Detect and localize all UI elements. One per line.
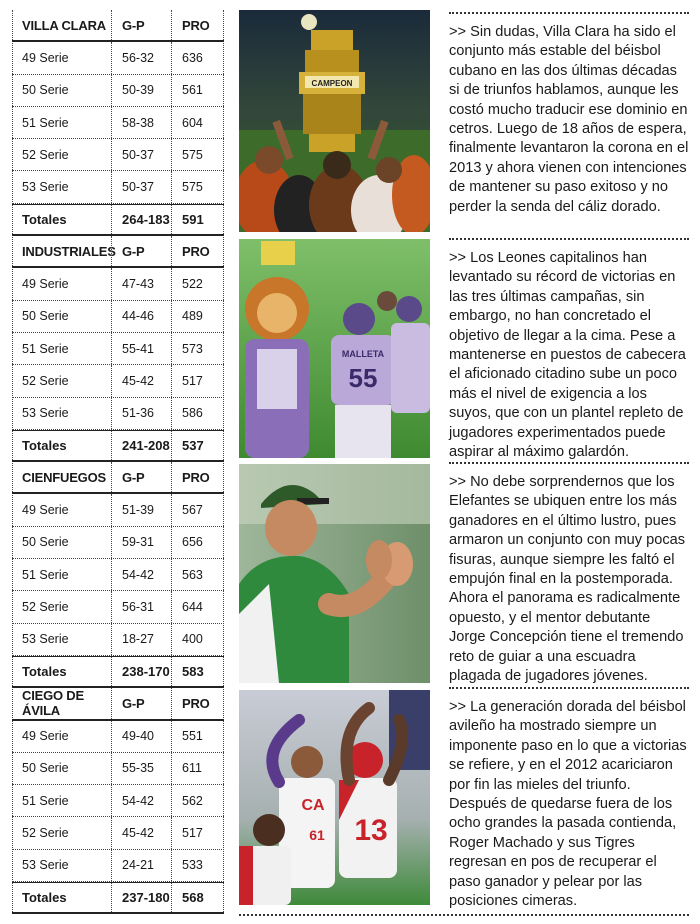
jersey-letters: CA [301, 797, 325, 814]
table-header-row [12, 688, 224, 720]
photo-ciego-de-avila-players [239, 690, 430, 905]
totals-label: Totales [22, 890, 67, 906]
pro-cell: 567 [171, 494, 224, 525]
team-name: VILLA CLARA [22, 17, 106, 33]
pro-cell: 611 [171, 753, 224, 784]
gp-cell: 45-42 [111, 817, 171, 848]
totals-pro: 568 [171, 883, 224, 912]
gp-cell: 45-42 [111, 365, 171, 396]
pro-cell: 533 [171, 850, 224, 881]
team-name: CIEGO DE ÁVILA [22, 688, 84, 719]
column-header-pro: PRO [171, 236, 224, 266]
team-table-cienfuegos [12, 462, 224, 688]
pro-cell: 551 [171, 721, 224, 752]
jersey-text: MALLETA [341, 349, 385, 359]
article-industriales [449, 238, 689, 462]
column-header-pro: PRO [171, 688, 224, 718]
totals-pro: 537 [171, 431, 224, 460]
table-row [12, 42, 224, 74]
serie-cell: 52 Serie [22, 373, 69, 388]
column-header-gp: G-P [111, 10, 171, 40]
stats-tables [12, 10, 224, 914]
serie-cell: 49 Serie [22, 503, 69, 518]
pro-cell: 517 [171, 365, 224, 396]
table-row [12, 850, 224, 882]
serie-cell: 51 Serie [22, 567, 69, 582]
dotted-divider [449, 238, 689, 240]
totals-label: Totales [22, 211, 67, 227]
table-row [12, 753, 224, 785]
totals-row [12, 204, 224, 236]
totals-gp: 241-208 [111, 431, 171, 460]
team-name: CIENFUEGOS [22, 469, 106, 485]
totals-gp: 237-180 [111, 883, 171, 912]
pro-cell: 575 [171, 139, 224, 170]
gp-cell: 54-42 [111, 785, 171, 816]
photo-trophy-celebration [239, 10, 430, 232]
serie-cell: 52 Serie [22, 599, 69, 614]
serie-cell: 50 Serie [22, 535, 69, 550]
table-header-row [12, 462, 224, 494]
photo-industriales-mascot [239, 239, 430, 458]
serie-cell: 51 Serie [22, 115, 69, 130]
table-header-row [12, 236, 224, 268]
column-header-pro: PRO [171, 10, 224, 40]
pro-cell: 517 [171, 817, 224, 848]
dotted-divider [449, 462, 689, 464]
team-table-industriales [12, 236, 224, 462]
totals-label: Totales [22, 438, 67, 453]
table-row [12, 398, 224, 430]
pro-cell: 636 [171, 42, 224, 73]
article-text: >> No debe sorprendernos que los Elefantes se ubiquen entre los más ganadores en el último lustro, pues armaron un conjunto con muy pocas fisuras, aunque siempre les faltó el empujón final en la postemporada. Ahora el panorama es radicalmente opuesto, y el mentor debutante Jorge Concepción tiene el tremendo reto de guiar a una escuadra plagada de jugadores jóvenes. [449, 474, 686, 685]
article-ciego-de-avila [449, 687, 689, 911]
pro-cell: 656 [171, 527, 224, 558]
totals-row [12, 430, 224, 462]
table-row [12, 75, 224, 107]
serie-cell: 50 Serie [22, 761, 69, 776]
gp-cell: 47-43 [111, 268, 171, 299]
pro-cell: 489 [171, 301, 224, 332]
totals-label: Totales [22, 664, 67, 680]
serie-cell: 51 Serie [22, 793, 69, 808]
table-row [12, 171, 224, 203]
column-header-gp: G-P [111, 462, 171, 492]
column-header-gp: G-P [111, 236, 171, 266]
gp-cell: 50-37 [111, 139, 171, 170]
totals-pro: 583 [171, 657, 224, 686]
article-cienfuegos [449, 462, 689, 686]
table-row [12, 591, 224, 623]
jersey-number: 13 [354, 814, 388, 847]
table-row [12, 785, 224, 817]
gp-cell: 50-39 [111, 75, 171, 106]
table-row [12, 494, 224, 526]
serie-cell: 53 Serie [22, 180, 69, 195]
table-row [12, 268, 224, 300]
gp-cell: 54-42 [111, 559, 171, 590]
team-table-villa-clara [12, 10, 224, 236]
table-row [12, 721, 224, 753]
pro-cell: 562 [171, 785, 224, 816]
table-header-row [12, 10, 224, 42]
serie-cell: 53 Serie [22, 406, 69, 421]
gp-cell: 55-41 [111, 333, 171, 364]
dotted-divider-bottom [239, 914, 689, 916]
gp-cell: 59-31 [111, 527, 171, 558]
pro-cell: 644 [171, 591, 224, 622]
dotted-divider [449, 687, 689, 689]
table-row [12, 301, 224, 333]
serie-cell: 49 Serie [22, 277, 69, 292]
pro-cell: 563 [171, 559, 224, 590]
article-text: >> Sin dudas, Villa Clara ha sido el conjunto más estable del béisbol cubano en las dos últimas décadas si de triunfos hablamos, aunque les costó mucho traducir ese dominio en cetros. Luego de 18 años de espera, finalmente levantaron la corona en el 2013 y ahora vienen con intenciones de mantener su paso exitoso y no perder la senda del cáliz dorado. [449, 24, 689, 215]
jersey-number-2: 61 [309, 827, 325, 843]
gp-cell: 44-46 [111, 301, 171, 332]
gp-cell: 51-39 [111, 494, 171, 525]
pro-cell: 575 [171, 171, 224, 202]
dotted-divider [449, 12, 689, 14]
table-row [12, 139, 224, 171]
pro-cell: 573 [171, 333, 224, 364]
pro-cell: 604 [171, 107, 224, 138]
serie-cell: 49 Serie [22, 50, 69, 65]
column-header-gp: G-P [111, 688, 171, 718]
table-row [12, 624, 224, 656]
pro-cell: 586 [171, 398, 224, 429]
table-row [12, 817, 224, 849]
table-row [12, 559, 224, 591]
pro-cell: 400 [171, 624, 224, 655]
gp-cell: 51-36 [111, 398, 171, 429]
article-text: >> La generación dorada del béisbol avileño ha mostrado siempre un imponente paso en lo que a victorias se refiere, y en el 2012 acariciaron por fin las mieles del triunfo. Después de quedarse fuera de los ocho grandes la pasada contienda, Roger Machado y sus Tigres regresan en pos de recuperar el paso ganador y pelear por las posiciones cimeras. [449, 699, 687, 910]
gp-cell: 55-35 [111, 753, 171, 784]
gp-cell: 49-40 [111, 721, 171, 752]
team-name: INDUSTRIALES [22, 243, 116, 259]
totals-row [12, 656, 224, 688]
pro-cell: 522 [171, 268, 224, 299]
article-text: >> Los Leones capitalinos han levantado su récord de victorias en las tres últimas campañas, sin embargo, no han concretado el objetivo de llegar a la cima. Pese a mantenerse en puestos de cabecera el aficionado citadino sube un poco más el nivel de exigencia a los suyos, que con un plantel repleto de jugadores experimentados puede aspirar al máximo galardón. [449, 250, 686, 461]
column-header-pro: PRO [171, 462, 224, 492]
totals-row [12, 882, 224, 914]
serie-cell: 53 Serie [22, 632, 69, 647]
trophy-sign: CAMPEON [311, 79, 353, 88]
jersey-number: 55 [348, 363, 378, 393]
serie-cell: 52 Serie [22, 147, 69, 162]
pro-cell: 561 [171, 75, 224, 106]
gp-cell: 24-21 [111, 850, 171, 881]
gp-cell: 18-27 [111, 624, 171, 655]
table-row [12, 365, 224, 397]
gp-cell: 58-38 [111, 107, 171, 138]
gp-cell: 50-37 [111, 171, 171, 202]
totals-gp: 264-183 [111, 205, 171, 234]
photo-cienfuegos-coach [239, 464, 430, 683]
serie-cell: 50 Serie [22, 83, 69, 98]
table-row [12, 107, 224, 139]
serie-cell: 51 Serie [22, 341, 69, 356]
gp-cell: 56-31 [111, 591, 171, 622]
article-villa-clara [449, 12, 689, 217]
totals-pro: 591 [171, 205, 224, 234]
serie-cell: 50 Serie [22, 309, 69, 324]
serie-cell: 49 Serie [22, 729, 69, 744]
totals-gp: 238-170 [111, 657, 171, 686]
table-row [12, 333, 224, 365]
team-table-ciego-de-avila [12, 688, 224, 914]
gp-cell: 56-32 [111, 42, 171, 73]
table-row [12, 527, 224, 559]
serie-cell: 52 Serie [22, 826, 69, 841]
serie-cell: 53 Serie [22, 858, 69, 873]
